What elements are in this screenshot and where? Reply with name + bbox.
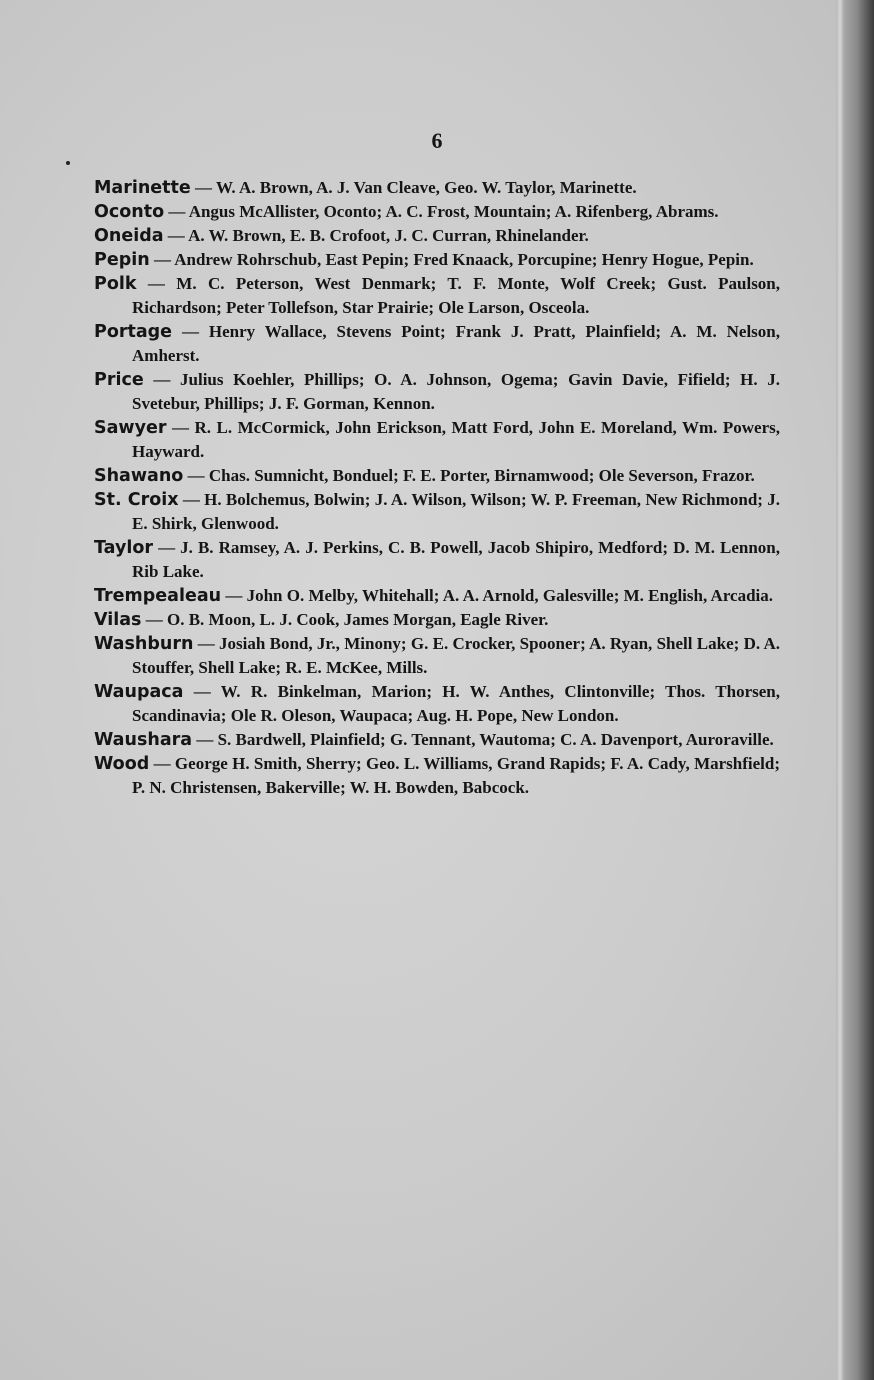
delegate-names: Angus McAllister, Oconto; A. C. Frost, Mountain; A. Rifenberg, Abrams.	[188, 202, 719, 221]
em-dash-separator: —	[149, 754, 175, 773]
county-entry	[94, 488, 780, 536]
delegate-names: John O. Melby, Whitehall; A. A. Arnold, Galesville; M. English, Arcadia.	[246, 586, 774, 605]
em-dash-separator: —	[183, 682, 221, 701]
delegate-names: W. A. Brown, A. J. Van Cleave, Geo. W. Taylor, Marinette.	[215, 178, 637, 197]
county-name: Shawano	[94, 466, 184, 486]
em-dash-separator: —	[178, 490, 205, 509]
county-delegate-list	[94, 176, 780, 800]
em-dash-separator: —	[141, 610, 167, 629]
county-entry	[94, 200, 780, 224]
em-dash-separator: —	[166, 418, 195, 437]
delegate-names: A. W. Brown, E. B. Crofoot, J. C. Curran, Rhinelander.	[188, 226, 589, 245]
em-dash-separator: —	[164, 202, 189, 221]
ink-speck	[66, 161, 70, 165]
delegate-names: Josiah Bond, Jr., Minony; G. E. Crocker, Spooner; A. Ryan, Shell Lake; D. A. Stouffer, Shell Lake; R. E. McKee, Mills.	[132, 634, 781, 677]
county-name: Marinette	[94, 178, 191, 198]
county-name: Price	[94, 370, 144, 390]
county-name: Waupaca	[94, 682, 184, 702]
delegate-names: George H. Smith, Sherry; Geo. L. Williams, Grand Rapids; F. A. Cady, Marshfield; P. N. Christensen, Bakerville; W. H. Bowden, Babcock.	[132, 754, 781, 797]
county-name: Oconto	[94, 202, 165, 222]
county-entry	[94, 368, 780, 416]
em-dash-separator: —	[143, 370, 181, 389]
delegate-names: W. R. Binkelman, Marion; H. W. Anthes, Clintonville; Thos. Thorsen, Scandinavia; Ole R. Oleson, Waupaca; Aug. H. Pope, New London.	[132, 682, 780, 725]
delegate-names: Julius Koehler, Phillips; O. A. Johnson, Ogema; Gavin Davie, Fifield; H. J. Svetebur, Phillips; J. F. Gorman, Kennon.	[132, 370, 781, 413]
delegate-names: Chas. Sumnicht, Bonduel; F. E. Porter, Birnamwood; Ole Severson, Frazor.	[208, 466, 755, 485]
county-entry	[94, 272, 780, 320]
delegate-names: M. C. Peterson, West Denmark; T. F. Monte, Wolf Creek; Gust. Paulson, Richardson; Peter Tollefson, Star Prairie; Ole Larson, Osceola.	[132, 274, 781, 317]
delegate-names: J. B. Ramsey, A. J. Perkins, C. B. Powell, Jacob Shipiro, Medford; D. M. Lennon, Rib Lake.	[132, 538, 781, 581]
county-entry	[94, 680, 780, 728]
county-name: Sawyer	[94, 418, 167, 438]
delegate-names: Andrew Rohrschub, East Pepin; Fred Knaack, Porcupine; Henry Hogue, Pepin.	[174, 250, 754, 269]
em-dash-separator: —	[183, 466, 209, 485]
county-name: Wood	[94, 754, 150, 774]
county-entry	[94, 176, 780, 200]
em-dash-separator: —	[153, 538, 181, 557]
county-name: Trempealeau	[94, 586, 222, 606]
county-name: Waushara	[94, 730, 193, 750]
county-name: Oneida	[94, 226, 164, 246]
county-name: Taylor	[94, 538, 154, 558]
page-edge-highlight	[836, 0, 844, 1380]
em-dash-separator: —	[163, 226, 189, 245]
county-entry	[94, 608, 780, 632]
delegate-names: Henry Wallace, Stevens Point; Frank J. Pratt, Plainfield; A. M. Nelson, Amherst.	[132, 322, 780, 365]
em-dash-separator: —	[136, 274, 177, 293]
page-number: 6	[431, 128, 443, 153]
em-dash-separator: —	[190, 178, 216, 197]
delegate-names: H. Bolchemus, Bolwin; J. A. Wilson, Wilson; W. P. Freeman, New Richmond; J. E. Shirk, Glenwood.	[132, 490, 780, 533]
delegate-names: S. Bardwell, Plainfield; G. Tennant, Wautoma; C. A. Davenport, Auroraville.	[217, 730, 774, 749]
county-name: Pepin	[94, 250, 150, 270]
county-entry	[94, 536, 780, 584]
county-entry	[94, 752, 780, 800]
em-dash-separator: —	[221, 586, 247, 605]
em-dash-separator: —	[192, 730, 218, 749]
county-entry	[94, 632, 780, 680]
county-name: Vilas	[94, 610, 142, 630]
em-dash-separator: —	[193, 634, 220, 653]
county-name: Polk	[94, 274, 137, 294]
county-name: St. Croix	[94, 490, 179, 510]
delegate-names: R. L. McCormick, John Erickson, Matt Ford, John E. Moreland, Wm. Powers, Hayward.	[132, 418, 781, 461]
county-name: Washburn	[94, 634, 194, 654]
county-entry	[94, 248, 780, 272]
em-dash-separator: —	[149, 250, 175, 269]
county-name: Portage	[94, 322, 173, 342]
em-dash-separator: —	[172, 322, 209, 341]
county-entry	[94, 320, 780, 368]
delegate-names: O. B. Moon, L. J. Cook, James Morgan, Eagle River.	[166, 610, 549, 629]
county-entry	[94, 224, 780, 248]
county-entry	[94, 584, 780, 608]
county-entry	[94, 416, 780, 464]
county-entry	[94, 464, 780, 488]
county-entry	[94, 728, 780, 752]
